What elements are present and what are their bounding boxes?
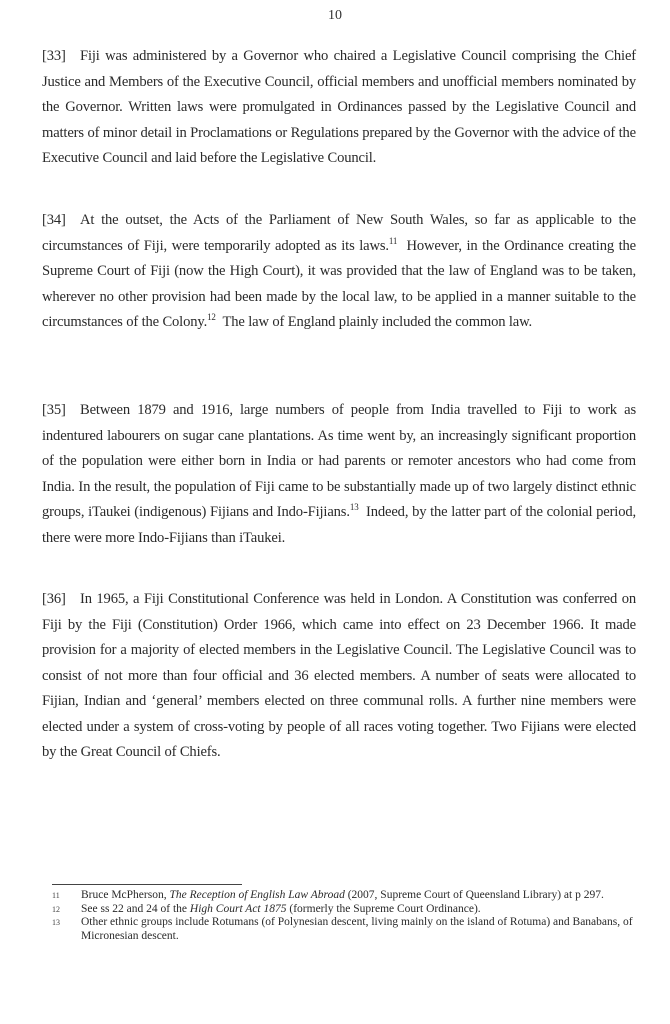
footnote-ref-12[interactable]: 12: [207, 312, 216, 322]
footnote-ref-11[interactable]: 11: [388, 235, 398, 246]
footnotes: [52, 889, 642, 943]
footnote-13: [52, 916, 642, 943]
paragraph-number: [35]: [42, 402, 66, 418]
paragraph-text: In 1965, a Fiji Constitutional Conference was held in London. A Constitution was conferred on Fiji by the Fiji (Constitution) Order 1966, which came into effect on 23 December 1966. It made provision for a majority of elected members in the Legislative Council. The Legislative Council was to consist of not more than four official and 36 elected members. A number of seats were allocated to Fijian, Indian and ‘general’ members elected on three communal rolls. A further nine members were elected under a system of cross-voting by people of all races voting together. Two Fijians were elected by the Great Council of Chiefs.: [42, 591, 636, 760]
paragraph-text: The law of England plainly included the common law.: [215, 314, 533, 330]
paragraph-text: However, in the Ordinance creating the Supreme Court of Fiji (now the High Court), it was provided that the law of England was to be taken, wherever no other provision had been made by the local law, to be applied in a manner suitable to the circumstances of the Colony.: [42, 237, 640, 330]
footnote-text-plain: (2007, Supreme Court of Queensland Library) at p 297.: [344, 889, 604, 901]
footnote-text-italic: High Court Act 1875: [189, 902, 287, 915]
footnote-text: [81, 903, 642, 917]
paragraph-text: Between 1879 and 1916, large numbers of people from India travelled to Fiji to work as indentured labourers on sugar cane plantations. As time went by, an increasingly significant proportion of the population were either born in India or had parents or remoter ancestors who had come from India. In the result, the population of Fiji came to be substantially made up of two largely distinct ethnic groups, iTaukei (indigenous) Fijians and Indo-Fijians.: [42, 402, 636, 520]
footnote-ref-13[interactable]: 13: [349, 502, 359, 512]
footnote-text-plain: (formerly the Supreme Court Ordinance).: [286, 902, 481, 915]
paragraph-34: [42, 208, 640, 336]
footnote-text: [81, 916, 642, 943]
paragraph-number: [36]: [42, 591, 66, 607]
footnote-12: [52, 903, 642, 917]
footnote-text-plain: See ss 22 and 24 of the: [81, 902, 190, 915]
paragraph-number: [34]: [42, 212, 66, 228]
paragraph-35: [42, 398, 640, 551]
paragraph-33: [42, 44, 636, 172]
footnote-separator: [52, 884, 242, 885]
footnote-number: 11: [52, 891, 60, 900]
footnote-number: 12: [52, 904, 60, 914]
page-number: 10: [328, 8, 342, 23]
footnote-text-italic: The Reception of English Law Abroad: [169, 889, 345, 901]
footnote-11: [52, 889, 642, 903]
footnote-text: [81, 889, 642, 903]
footnote-text-plain: Bruce McPherson,: [81, 889, 170, 901]
paragraph-text: Fiji was administered by a Governor who chaired a Legislative Council comprising the Chief Justice and Members of the Executive Council, official members and unofficial members nominated by the Governor. Written laws were promulgated in Ordinances passed by the Legislative Council and matters of minor detail in Proclamations or Regulations prepared by the Governor with the advice of the Executive Council and laid before the Legislative Council.: [42, 48, 636, 166]
footnote-number: 13: [52, 918, 60, 927]
paragraph-number: [33]: [42, 48, 66, 64]
paragraph-text: Indeed, by the latter part of the colonial period, there were more Indo-Fijians than iTaukei.: [42, 504, 640, 546]
footnote-text-plain: Other ethnic groups include Rotumans (of Polynesian descent, living mainly on the island of Rotuma) and Banabans, of Micronesian descent.: [81, 916, 633, 942]
paragraph-text: At the outset, the Acts of the Parliament of New South Wales, so far as applicable to the circumstances of Fiji, were temporarily adopted as its laws.: [42, 212, 636, 254]
paragraph-36: [42, 587, 636, 766]
